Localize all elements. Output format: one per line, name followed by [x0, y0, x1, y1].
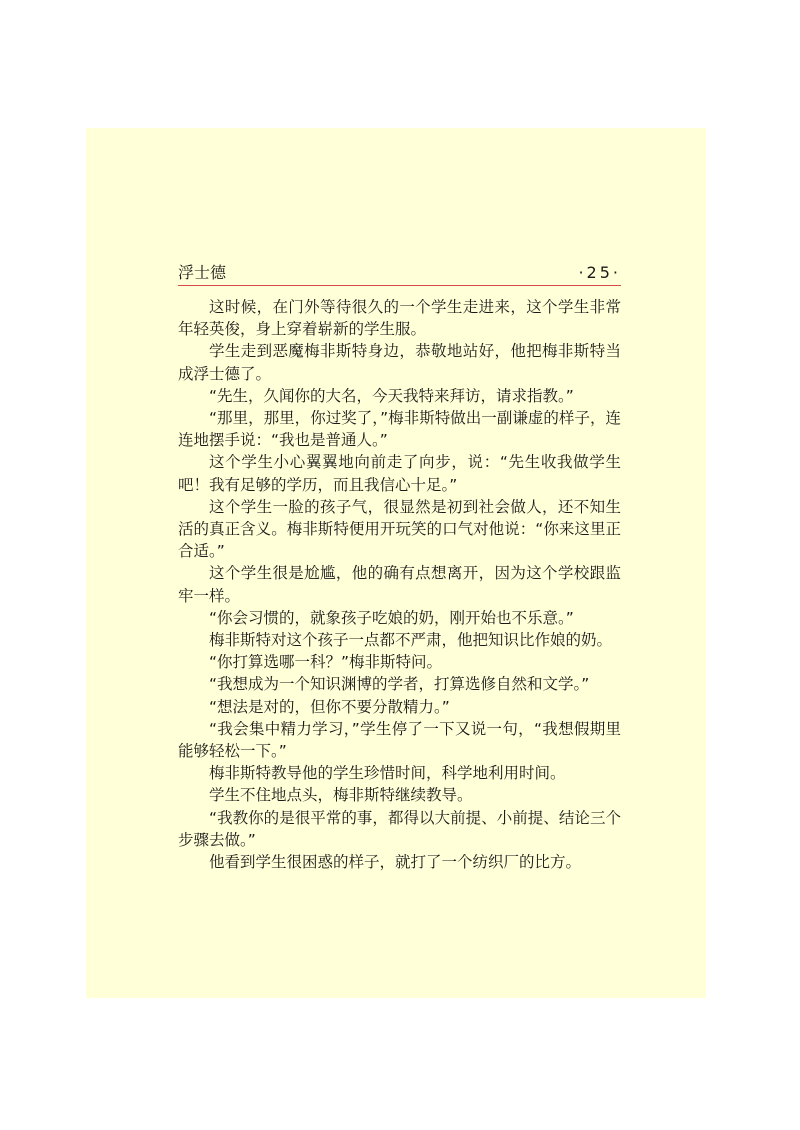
- paragraph: “你打算选哪一科？”梅非斯特问。: [209, 653, 443, 672]
- paragraph: 梅非斯特对这个孩子一点都不严肃，他把知识比作娘的奶。: [209, 631, 613, 650]
- paragraph: “你会习惯的，就象孩子吃娘的奶，刚开始也不乐意。”: [209, 608, 574, 627]
- paragraph: 学生不住地点头，梅非斯特继续教导。: [209, 786, 473, 805]
- paragraph: 这个学生一脸的孩子气，很显然是初到社会做人，还不知生活的真正含义。梅非斯特便用开玩笑的口气对他说：“你来这里正合适。”: [178, 497, 621, 561]
- page-number: ·25·: [578, 263, 621, 282]
- paragraph: “我想成为一个知识渊博的学者，打算选修自然和文学。”: [209, 675, 590, 694]
- paragraph: 梅非斯特教导他的学生珍惜时间，科学地利用时间。: [209, 764, 566, 783]
- book-title: 浮士德: [178, 263, 227, 282]
- paragraph: “我会集中精力学习，”学生停了一下又说一句，“我想假期里能够轻松一下。”: [178, 719, 621, 761]
- running-header: [178, 262, 621, 284]
- paragraph: “先生，久闻你的大名，今天我特来拜访，请求指教。”: [209, 386, 574, 405]
- paragraph: “我教你的是很平常的事，都得以大前提、小前提、结论三个步骤去做。”: [178, 808, 621, 849]
- paragraph: 这时候，在门外等待很久的一个学生走进来，这个学生非常年轻英俊，身上穿着崭新的学生服。: [178, 298, 621, 339]
- paragraph: 他看到学生很困惑的样子，就打了一个纺织厂的比方。: [209, 853, 582, 872]
- paragraph: “那里，那里，你过奖了，”梅非斯特做出一副谦虚的样子，连连地摆手说：“我也是普通人。”: [178, 409, 621, 450]
- page-sheet: [86, 128, 706, 998]
- paragraph: 这个学生小心翼翼地向前走了向步，说：“先生收我做学生吧！我有足够的学历，而且我信心十足。”: [178, 453, 621, 494]
- paragraph: 这个学生很是尬尴，他的确有点想离开，因为这个学校跟监牢一样。: [178, 564, 621, 605]
- paragraph: 学生走到恶魔梅非斯特身边，恭敬地站好，他把梅非斯特当成浮士德了。: [178, 342, 621, 383]
- header-rule: [178, 285, 621, 286]
- body-text: [178, 296, 621, 873]
- paragraph: “想法是对的，但你不要分散精力。”: [209, 697, 450, 716]
